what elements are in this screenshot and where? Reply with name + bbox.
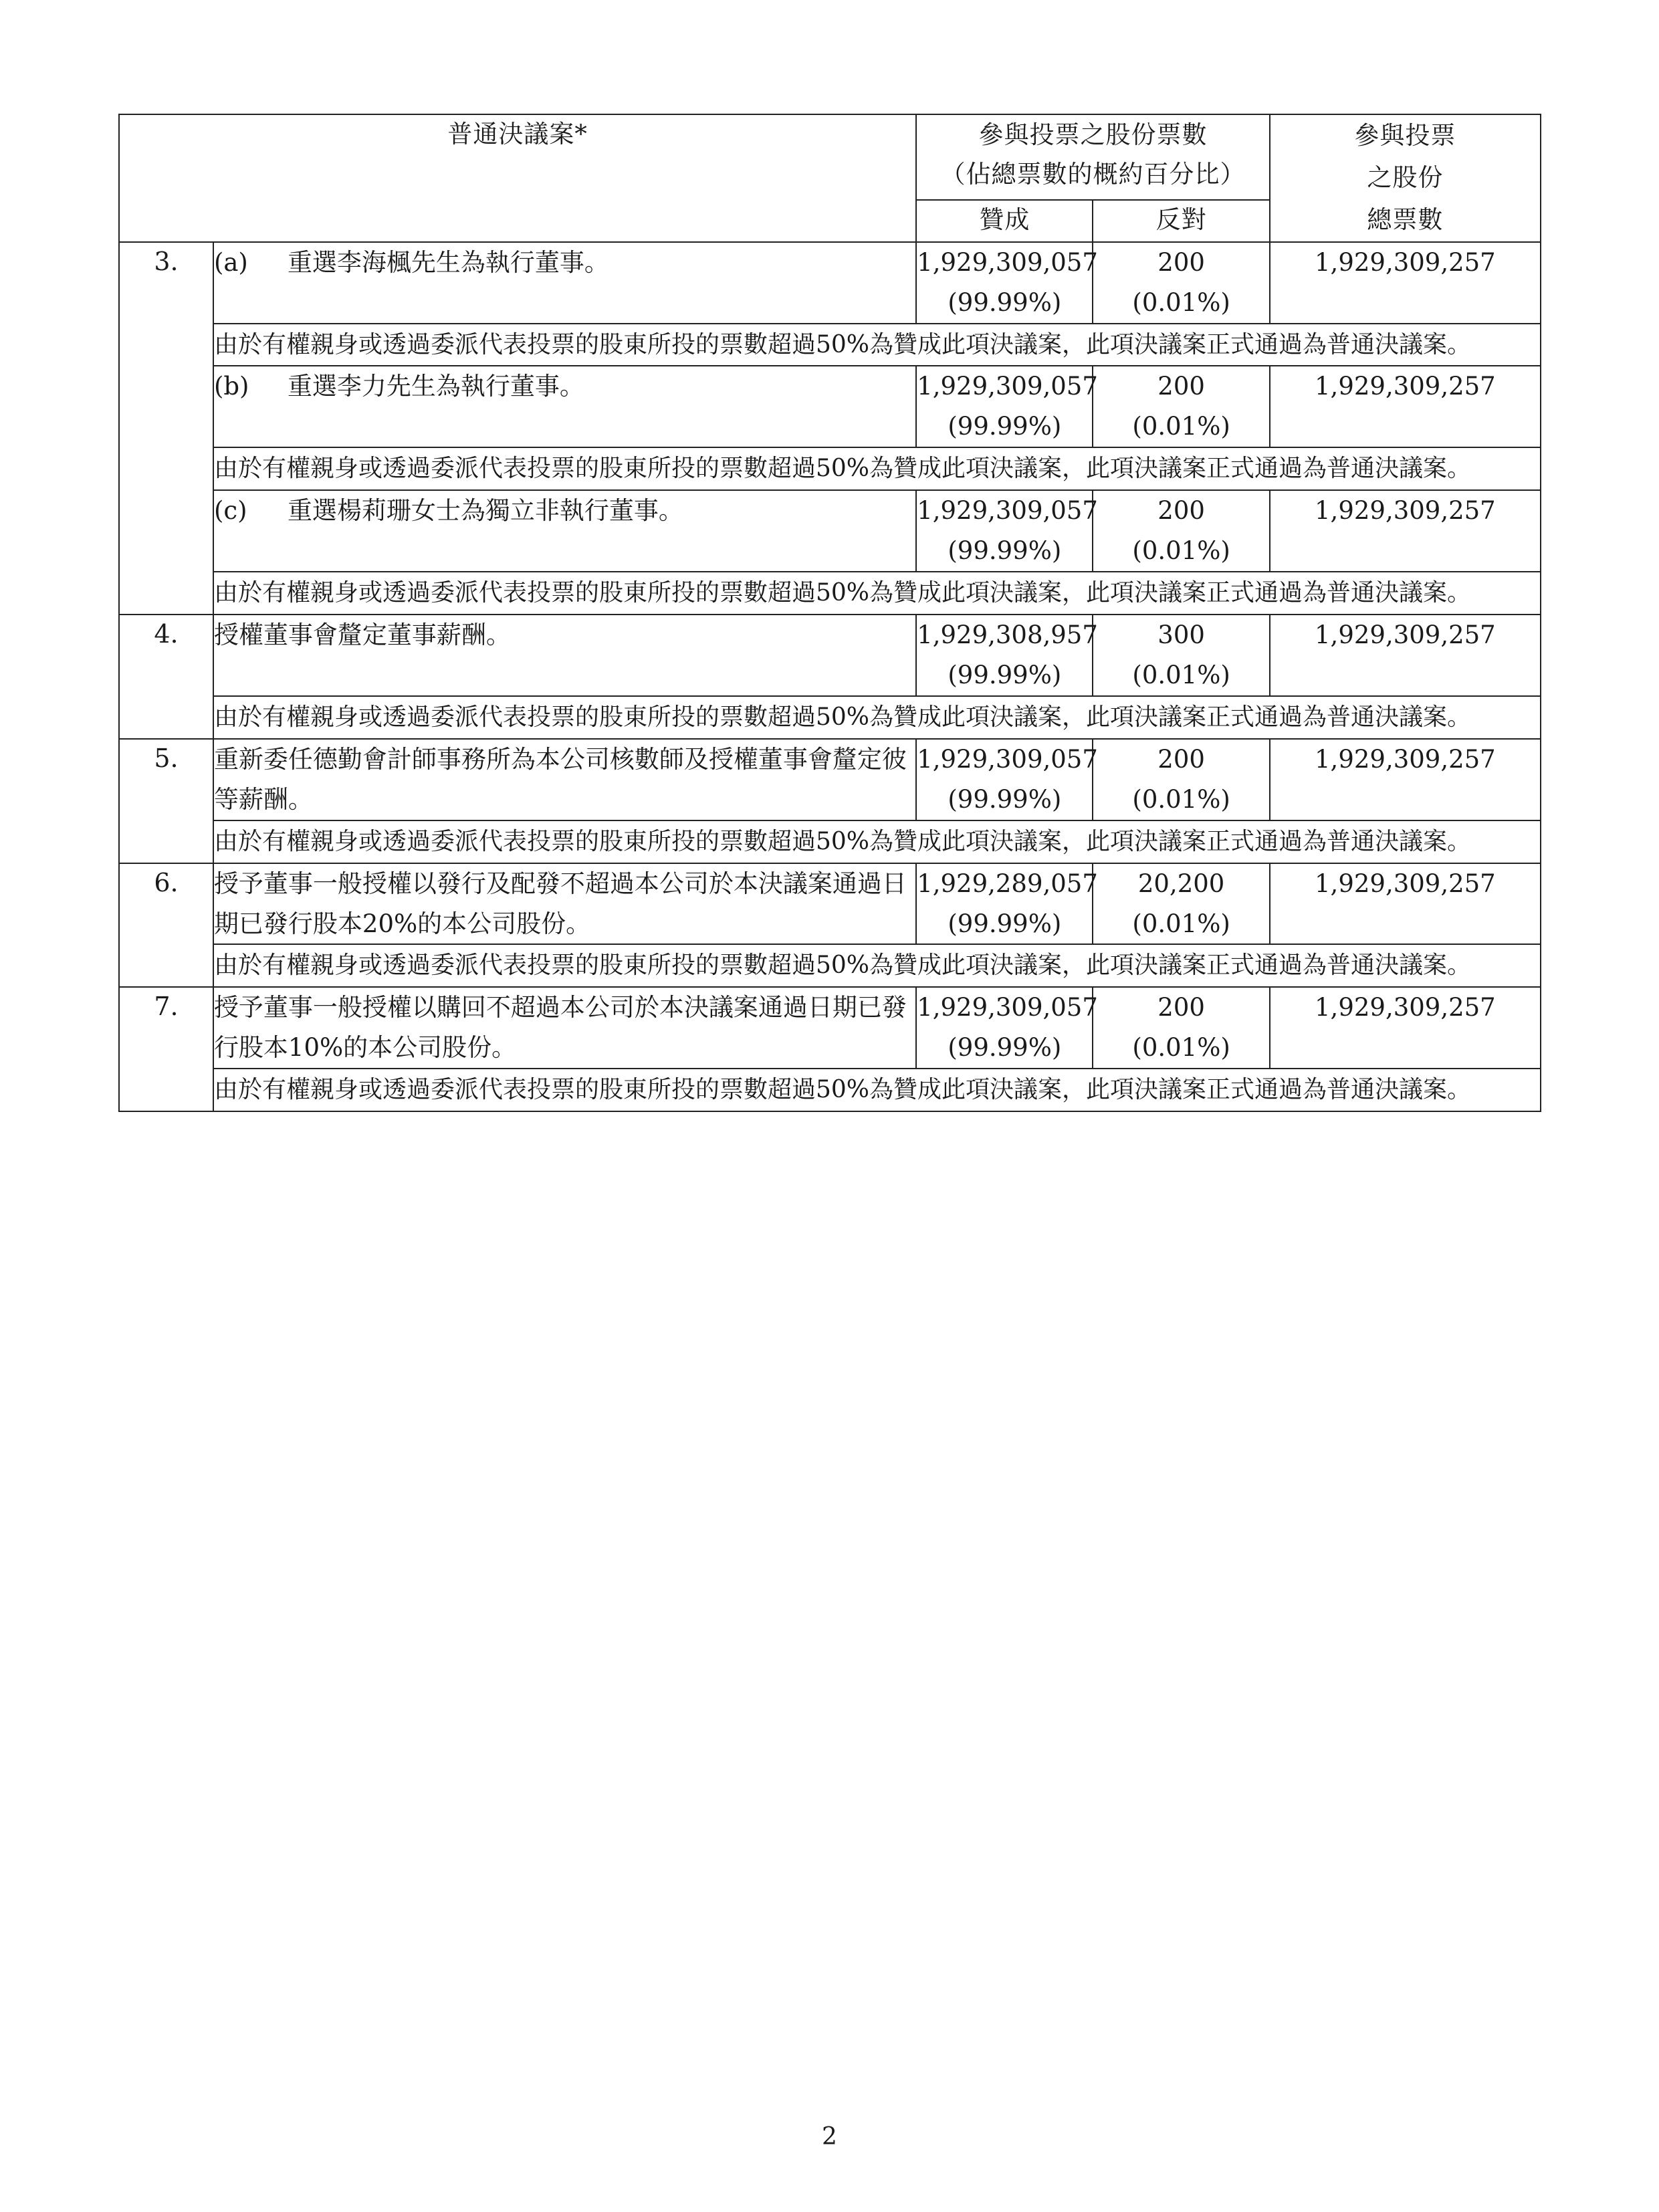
votes-against-percent: (0.01%)	[1132, 909, 1230, 938]
votes-against-percent: (0.01%)	[1132, 784, 1230, 814]
resolution-number: 5.	[119, 739, 213, 863]
votes-for	[916, 366, 1098, 447]
resolution-note-row	[119, 324, 1541, 366]
table-body	[119, 242, 1541, 1111]
resolutions-results-table	[118, 114, 1541, 1112]
resolution-number: 6.	[119, 863, 213, 988]
resolution-text	[213, 615, 916, 696]
resolution-text	[213, 863, 916, 945]
table-row	[119, 615, 1541, 696]
resolution-body-text: 重選李力先生為執行董事。	[287, 372, 584, 401]
resolution-text	[213, 987, 916, 1069]
votes-for-count: 1,929,309,057	[917, 247, 1098, 277]
votes-against	[1093, 739, 1269, 820]
votes-for	[916, 490, 1098, 572]
resolution-number: 7.	[119, 987, 213, 1111]
table-row	[119, 490, 1541, 572]
votes-total: 1,929,309,257	[1270, 987, 1541, 1069]
header-total-line1: 參與投票	[1354, 121, 1456, 150]
votes-for	[916, 739, 1098, 820]
votes-for-percent: (99.99%)	[948, 412, 1062, 441]
table-row	[119, 987, 1541, 1069]
resolution-sub-label: (a)	[213, 247, 248, 277]
header-total-line3: 總票數	[1367, 205, 1444, 234]
votes-total: 1,929,309,257	[1270, 366, 1541, 447]
votes-for	[916, 615, 1098, 696]
resolution-number: 3.	[119, 242, 213, 615]
votes-for-count: 1,929,309,057	[917, 372, 1098, 401]
resolution-passed-note: 由於有權親身或透過委派代表投票的股東所投的票數超過50%為贊成此項決議案，此項決議案正式通過為普通決議案。	[213, 944, 1541, 987]
votes-against	[1093, 987, 1269, 1069]
votes-against-count: 200	[1157, 247, 1205, 277]
votes-against	[1093, 242, 1269, 324]
resolution-note-row	[119, 447, 1541, 490]
resolution-passed-note: 由於有權親身或透過委派代表投票的股東所投的票數超過50%為贊成此項決議案，此項決議案正式通過為普通決議案。	[213, 696, 1541, 739]
votes-against	[1093, 490, 1269, 572]
votes-total: 1,929,309,257	[1270, 242, 1541, 324]
votes-for-count: 1,929,289,057	[917, 869, 1098, 898]
header-votes-line1: 參與投票之股份票數	[978, 120, 1208, 149]
resolution-note-row	[119, 820, 1541, 863]
votes-against-percent: (0.01%)	[1132, 660, 1230, 689]
resolution-passed-note: 由於有權親身或透過委派代表投票的股東所投的票數超過50%為贊成此項決議案，此項決議案正式通過為普通決議案。	[213, 572, 1541, 615]
resolution-passed-note: 由於有權親身或透過委派代表投票的股東所投的票數超過50%為贊成此項決議案，此項決議案正式通過為普通決議案。	[213, 1069, 1541, 1111]
table-row	[119, 366, 1541, 447]
votes-against-percent: (0.01%)	[1132, 1033, 1230, 1063]
votes-against-percent: (0.01%)	[1132, 412, 1230, 441]
resolution-text	[213, 366, 916, 447]
votes-total: 1,929,309,257	[1270, 739, 1541, 820]
votes-for-percent: (99.99%)	[948, 288, 1062, 317]
votes-for-percent: (99.99%)	[948, 1033, 1062, 1063]
resolution-sub-label: (b)	[213, 372, 249, 401]
header-for-column: 贊成	[916, 200, 1093, 242]
votes-for-count: 1,929,309,057	[917, 496, 1098, 526]
header-against-column: 反對	[1093, 200, 1269, 242]
votes-against-percent: (0.01%)	[1132, 536, 1230, 566]
header-votes-line2: （佔總票數的概約百分比）	[940, 160, 1246, 189]
resolution-sub-label: (c)	[213, 496, 247, 526]
resolution-note-row	[119, 944, 1541, 987]
header-resolution-label: 普通決議案*	[447, 120, 588, 148]
page-number: 2	[822, 2123, 837, 2150]
votes-total: 1,929,309,257	[1270, 615, 1541, 696]
votes-against-count: 200	[1157, 993, 1205, 1022]
votes-for-count: 1,929,308,957	[917, 621, 1098, 650]
resolution-note-row	[119, 696, 1541, 739]
votes-for-percent: (99.99%)	[948, 660, 1062, 689]
resolution-text	[213, 739, 916, 820]
votes-for	[916, 863, 1098, 945]
table-row	[119, 242, 1541, 324]
votes-total: 1,929,309,257	[1270, 863, 1541, 945]
header-resolution-column	[119, 114, 916, 242]
resolution-body-text: 重選李海楓先生為執行董事。	[287, 247, 609, 277]
resolution-passed-note: 由於有權親身或透過委派代表投票的股東所投的票數超過50%為贊成此項決議案，此項決議案正式通過為普通決議案。	[213, 820, 1541, 863]
votes-for-percent: (99.99%)	[948, 909, 1062, 938]
resolution-number: 4.	[119, 615, 213, 739]
header-total-line2: 之股份	[1367, 162, 1444, 192]
votes-against-count: 200	[1157, 496, 1205, 526]
resolution-text	[213, 490, 916, 572]
resolution-body-text: 授予董事一般授權以購回不超過本公司於本決議案通過日期已發行股本10%的本公司股份。	[213, 993, 907, 1063]
table-row	[119, 739, 1541, 820]
votes-against	[1093, 863, 1269, 945]
votes-for-count: 1,929,309,057	[917, 993, 1098, 1022]
header-total-column	[1270, 114, 1541, 242]
resolution-body-text: 授予董事一般授權以發行及配發不超過本公司於本決議案通過日期已發行股本20%的本公司股份。	[213, 869, 907, 938]
votes-total: 1,929,309,257	[1270, 490, 1541, 572]
resolution-body-text: 授權董事會釐定董事薪酬。	[213, 621, 511, 650]
table-row	[119, 863, 1541, 945]
votes-against-count: 20,200	[1137, 869, 1225, 898]
table-header	[119, 114, 1541, 242]
votes-against-percent: (0.01%)	[1132, 288, 1230, 317]
votes-against-count: 200	[1157, 744, 1205, 774]
resolution-note-row	[119, 1069, 1541, 1111]
resolution-body-text: 重選楊莉珊女士為獨立非執行董事。	[287, 496, 683, 526]
header-votes-group	[916, 114, 1270, 200]
votes-for	[916, 987, 1098, 1069]
votes-against	[1093, 366, 1269, 447]
resolution-passed-note: 由於有權親身或透過委派代表投票的股東所投的票數超過50%為贊成此項決議案，此項決議案正式通過為普通決議案。	[213, 324, 1541, 366]
table-header-row-1	[119, 114, 1541, 200]
votes-against-count: 200	[1157, 372, 1205, 401]
votes-for-count: 1,929,309,057	[917, 744, 1098, 774]
votes-against	[1093, 615, 1269, 696]
votes-against-count: 300	[1157, 621, 1205, 650]
votes-for-percent: (99.99%)	[948, 536, 1062, 566]
resolution-passed-note: 由於有權親身或透過委派代表投票的股東所投的票數超過50%為贊成此項決議案，此項決議案正式通過為普通決議案。	[213, 447, 1541, 490]
votes-for	[916, 242, 1098, 324]
resolution-text	[213, 242, 916, 324]
resolution-body-text: 重新委任德勤會計師事務所為本公司核數師及授權董事會釐定彼等薪酬。	[213, 744, 907, 814]
votes-for-percent: (99.99%)	[948, 784, 1062, 814]
resolution-note-row	[119, 572, 1541, 615]
